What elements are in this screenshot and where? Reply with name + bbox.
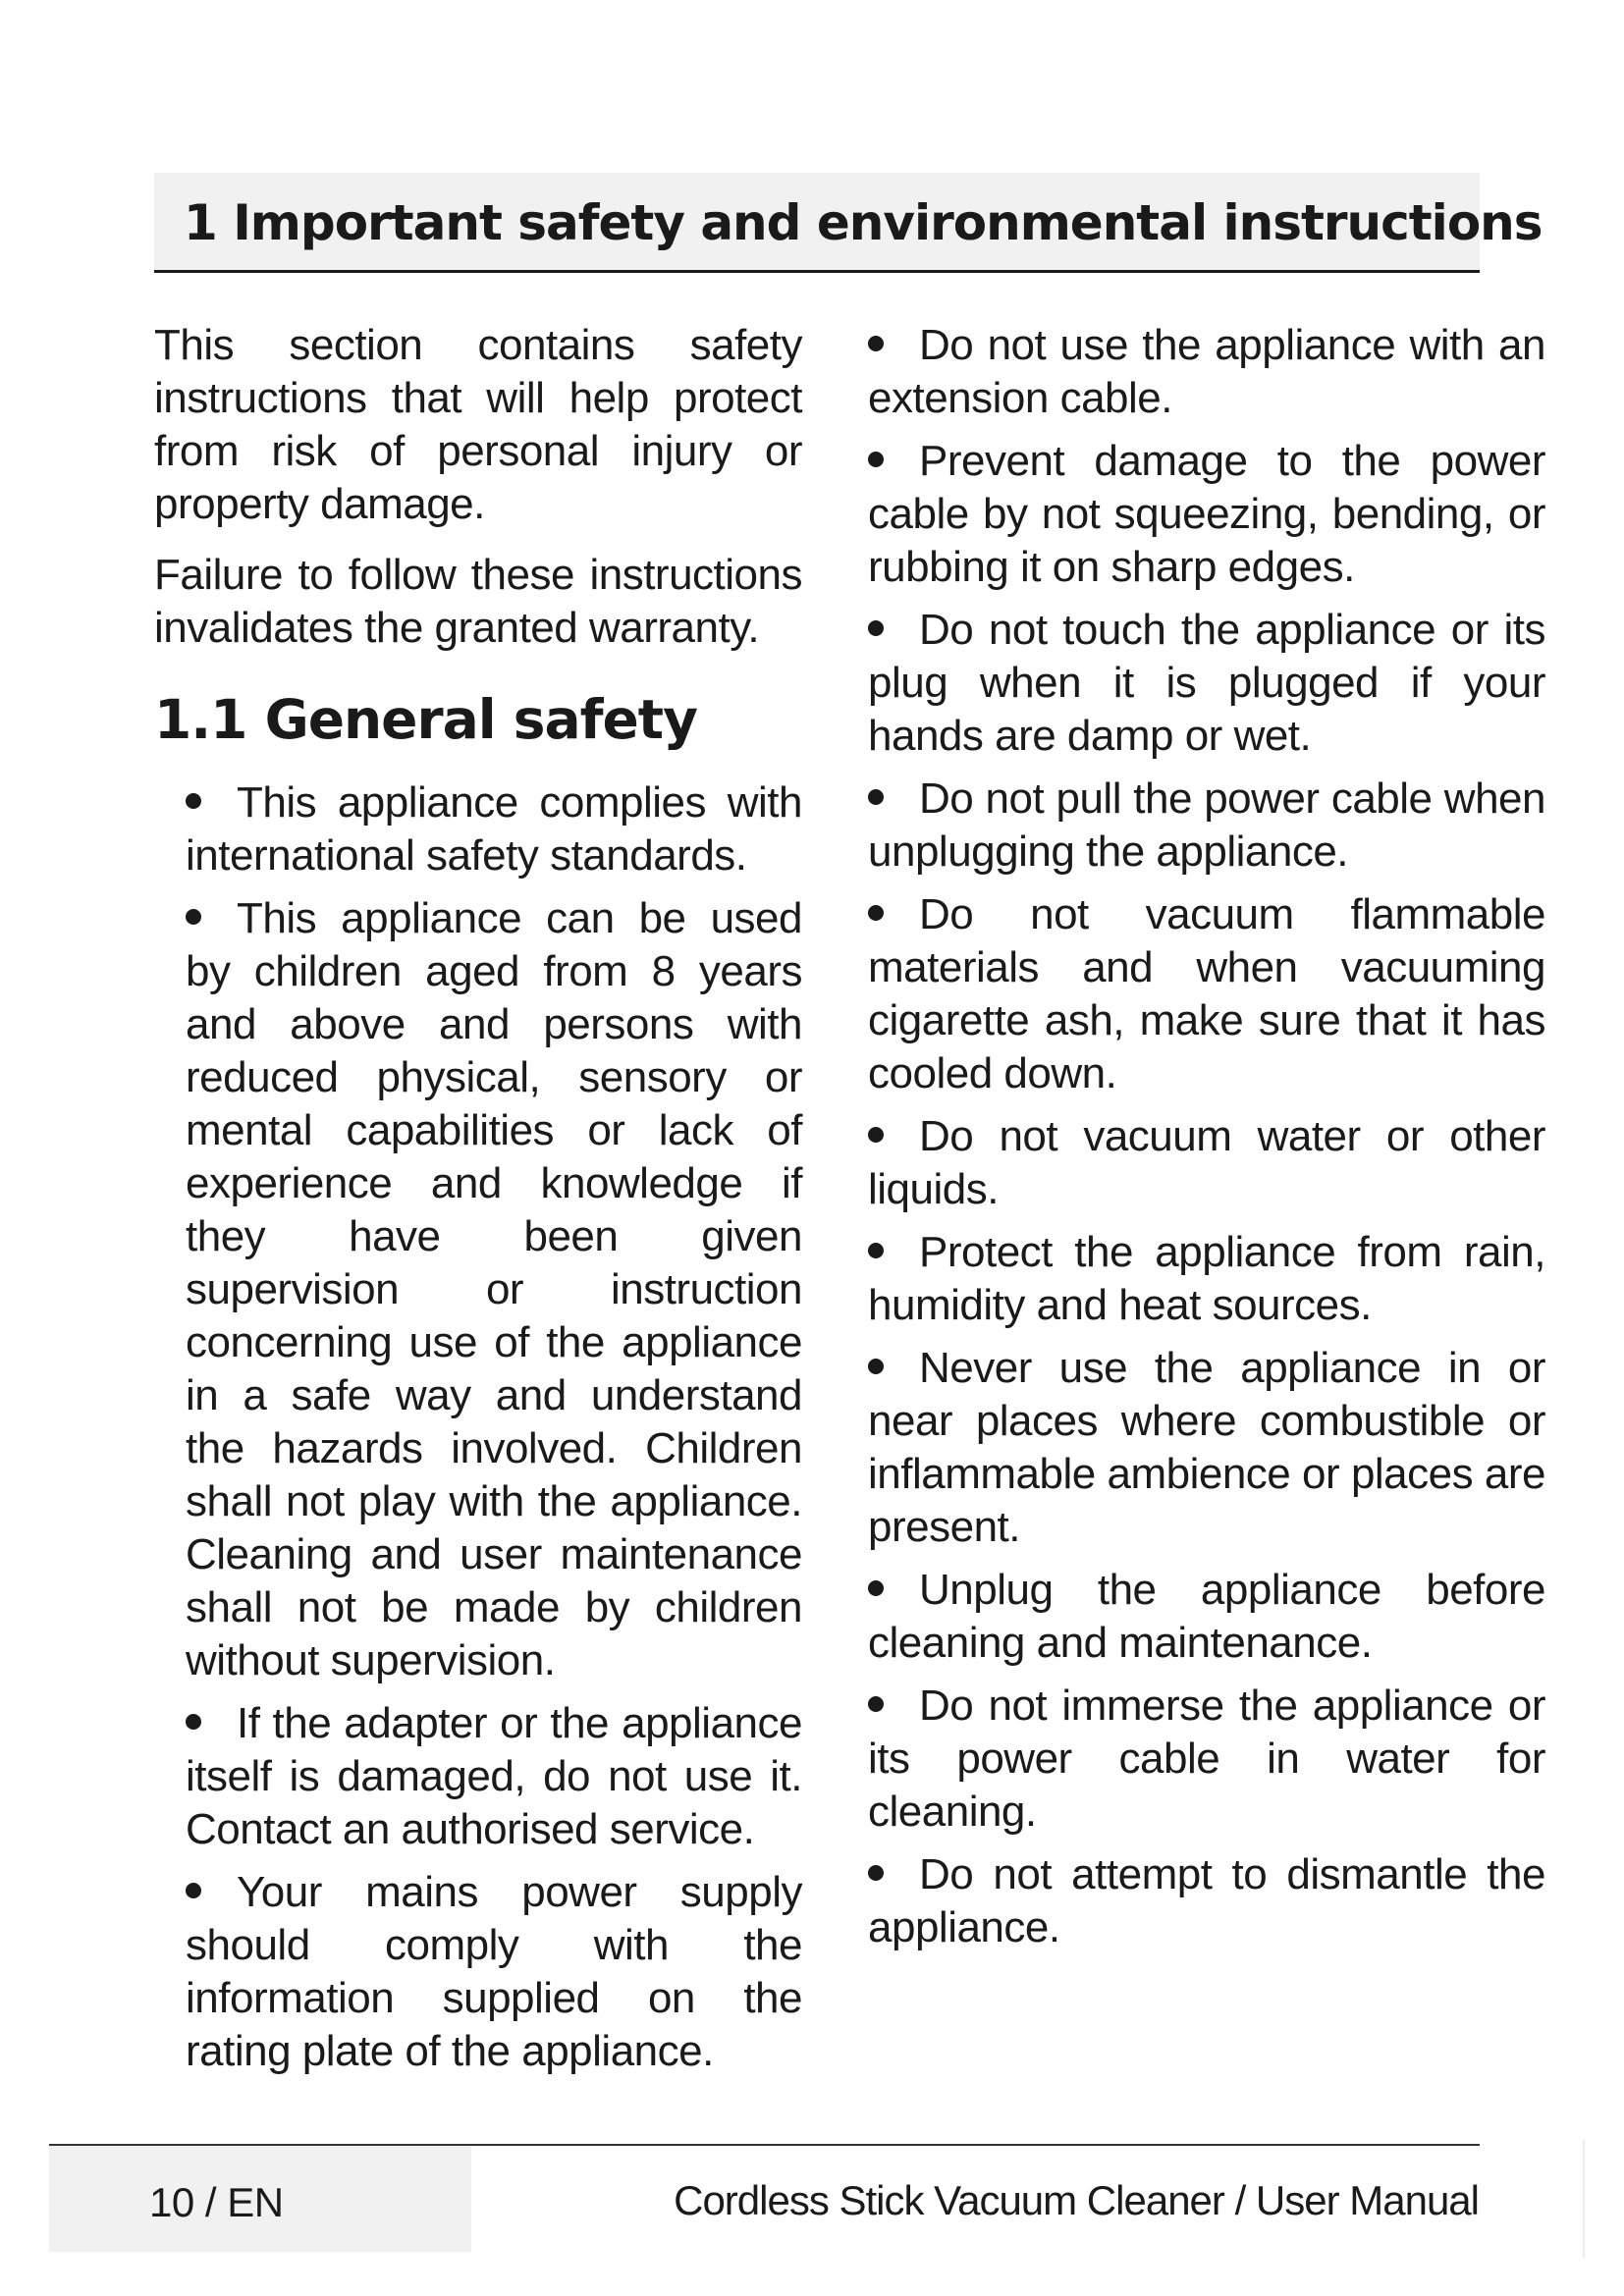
bullet-icon	[868, 1243, 884, 1258]
list-item-text: Do not touch the appliance or its plug when it is plugged if your hands are damp or wet.	[868, 606, 1545, 760]
right-column	[868, 319, 1545, 1964]
list-item-text: Do not vacuum water or other liquids.	[868, 1112, 1545, 1213]
bullet-icon	[186, 1883, 201, 1898]
list-item	[868, 888, 1545, 1100]
warranty-paragraph: Failure to follow these instructions invalidates the granted warranty.	[154, 551, 802, 652]
page-number: 10 / EN	[149, 2179, 284, 2225]
bullet-icon	[868, 905, 884, 921]
list-item	[868, 319, 1545, 425]
section-header	[154, 173, 1543, 273]
list-item	[868, 1564, 1545, 1670]
list-item-text: Do not immerse the appliance or its power cable in water for cleaning.	[868, 1682, 1545, 1836]
list-item-text: Prevent damage to the power cable by not squeezing, bending, or rubbing it on sharp edges.	[868, 437, 1545, 591]
list-item-text: If the adapter or the appliance itself is damaged, do not use it. Contact an authorised service.	[186, 1699, 802, 1853]
list-item	[868, 604, 1545, 763]
list-item	[868, 1680, 1545, 1839]
bullet-icon	[186, 909, 201, 925]
manual-title: Cordless Stick Vacuum Cleaner / User Manual	[674, 2177, 1479, 2223]
list-item-text: Unplug the appliance before cleaning and maintenance.	[868, 1566, 1545, 1667]
list-item-text: Do not use the appliance with an extension cable.	[868, 321, 1545, 422]
list-item-text: This appliance complies with international safety standards.	[186, 778, 802, 880]
list-item-text: Never use the appliance in or near places where combustible or inflammable ambience or places are present.	[868, 1344, 1545, 1551]
bullet-icon	[868, 789, 884, 805]
edge-mark	[1583, 2140, 1585, 2258]
bullet-icon	[868, 620, 884, 636]
list-item	[868, 1848, 1545, 1954]
list-item-text: Do not attempt to dismantle the appliance.	[868, 1850, 1545, 1951]
list-item	[868, 1342, 1545, 1554]
list-item	[186, 892, 802, 1687]
list-item-text: Do not pull the power cable when unplugging the appliance.	[868, 774, 1545, 876]
list-item	[186, 1697, 802, 1856]
bullet-icon	[868, 1580, 884, 1596]
bullet-icon	[868, 336, 884, 351]
list-item-text: This appliance can be used by children aged from 8 years and above and persons with reduced physical, sensory or mental capabilities or lack of experience and knowledge if they have been given supervision or instruction concerning use of the appliance in a safe way and understand the hazards involved. Children shall not play with the appliance. Cleaning and user maintenance shall not be made by children without supervision.	[186, 894, 802, 1684]
bullet-icon	[868, 1359, 884, 1374]
bullet-icon	[868, 1127, 884, 1143]
bullet-icon	[186, 793, 201, 809]
list-item	[868, 435, 1545, 594]
list-item-text: Protect the appliance from rain, humidity and heat sources.	[868, 1228, 1545, 1329]
list-item	[186, 776, 802, 882]
bullet-icon	[868, 452, 884, 467]
list-item-text: Do not vacuum flammable materials and when vacuuming cigarette ash, make sure that it has cooled down.	[868, 890, 1545, 1097]
intro-paragraph: This section contains safety instructions that will help protect from risk of personal injury or property damage.	[154, 321, 802, 528]
list-item	[186, 1866, 802, 2078]
right-bullet-list	[868, 319, 1545, 1954]
bullet-icon	[186, 1714, 201, 1730]
list-item	[868, 1110, 1545, 1216]
list-item	[868, 1226, 1545, 1332]
left-column	[154, 319, 802, 2088]
bullet-icon	[868, 1696, 884, 1712]
section-title: 1 Important safety and environmental instructions	[184, 194, 1543, 251]
general-safety-heading: 1.1 General safety	[154, 688, 697, 751]
list-item	[868, 773, 1545, 879]
list-item-text: Your mains power supply should comply with the information supplied on the rating plate of the appliance.	[186, 1868, 802, 2075]
bullet-icon	[868, 1865, 884, 1881]
left-bullet-list	[154, 776, 802, 2078]
